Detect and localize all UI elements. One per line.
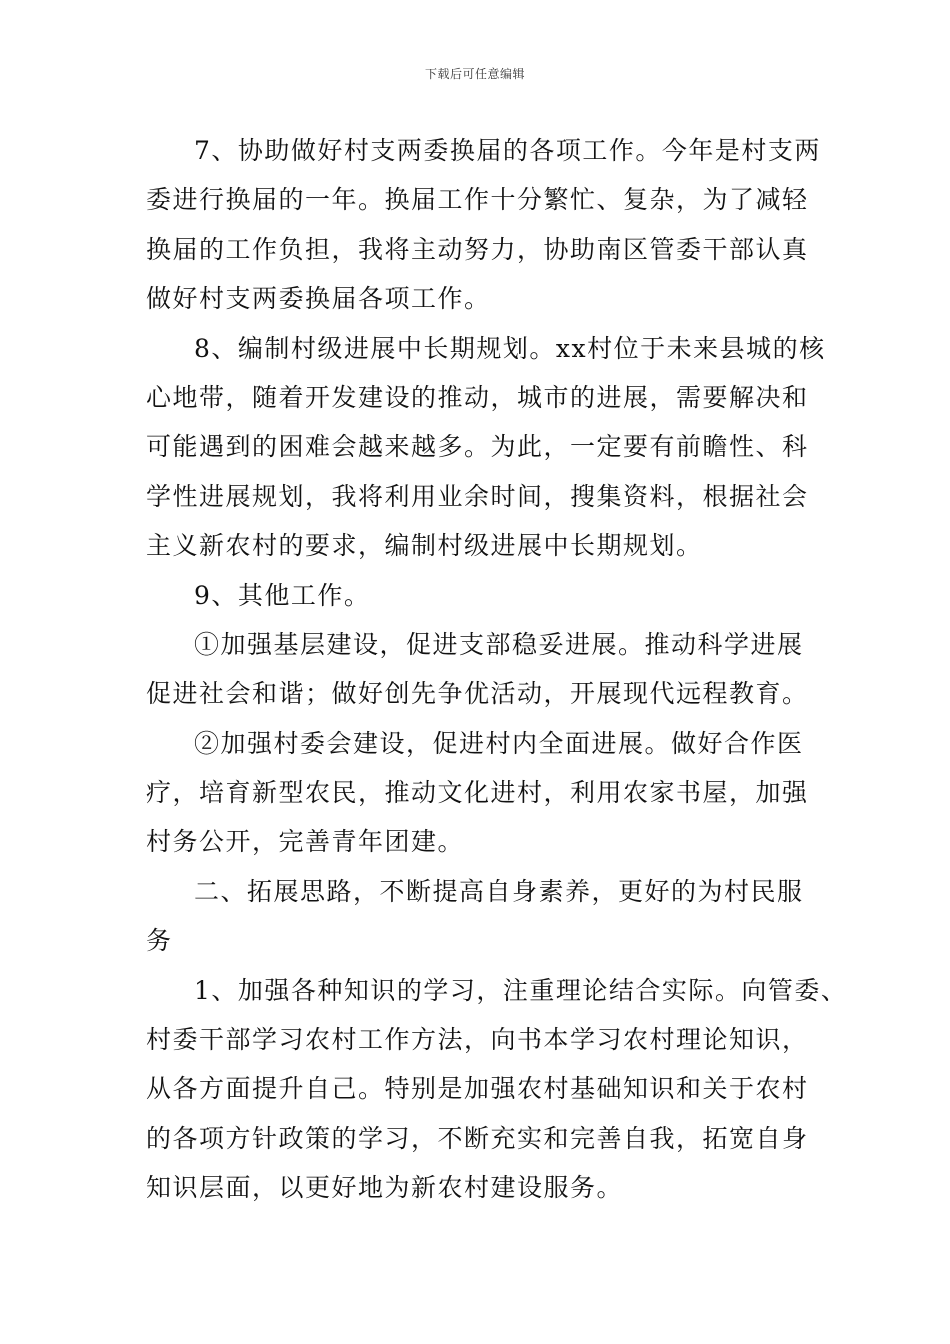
- text-line: 换届的工作负担，我将主动努力，协助南区管委干部认真: [146, 234, 809, 264]
- text-line: 务: [146, 926, 173, 956]
- text-line: 8、编制村级进展中长期规划。xx村位于未来县城的核: [194, 333, 826, 363]
- text-line: 疗，培育新型农民，推动文化进村，利用农家书屋，加强: [146, 778, 809, 808]
- text-line: 1、加强各种知识的学习，注重理论结合实际。向管委、: [194, 975, 848, 1005]
- text-line: ①加强基层建设，促进支部稳妥进展。推动科学进展: [194, 629, 804, 659]
- body-text: [146, 126, 848, 1213]
- text-line: 村委干部学习农村工作方法，向书本学习农村理论知识，: [146, 1025, 809, 1055]
- text-line: 的各项方针政策的学习，不断充实和完善自我，拓宽自身: [146, 1123, 809, 1153]
- text-line: 学性进展规划，我将利用业余时间，搜集资料，根据社会: [146, 481, 809, 511]
- text-line: 7、协助做好村支两委换届的各项工作。今年是村支两: [194, 136, 821, 165]
- text-line: 9、其他工作。: [194, 580, 371, 610]
- page-header: 下载后可任意编辑: [424, 67, 525, 81]
- text-line: 委进行换届的一年。换届工作十分繁忙、复杂，为了减轻: [146, 185, 809, 215]
- text-line: 可能遇到的困难会越来越多。为此，一定要有前瞻性、科: [146, 432, 809, 462]
- text-line: 从各方面提升自己。特别是加强农村基础知识和关于农村: [146, 1074, 809, 1104]
- text-line: 做好村支两委换届各项工作。: [146, 284, 491, 314]
- text-line: ②加强村委会建设，促进村内全面进展。做好合作医: [194, 728, 804, 758]
- text-line: 知识层面，以更好地为新农村建设服务。: [146, 1173, 624, 1203]
- text-line: 心地带，随着开发建设的推动，城市的进展，需要解决和: [146, 382, 809, 412]
- text-line: 二、拓展思路，不断提高自身素养，更好的为村民服: [194, 876, 804, 906]
- text-line: 村务公开，完善青年团建。: [146, 827, 465, 857]
- text-line: 促进社会和谐；做好创先争优活动，开展现代远程教育。: [146, 679, 809, 709]
- text-line: 主义新农村的要求，编制村级进展中长期规划。: [146, 531, 703, 561]
